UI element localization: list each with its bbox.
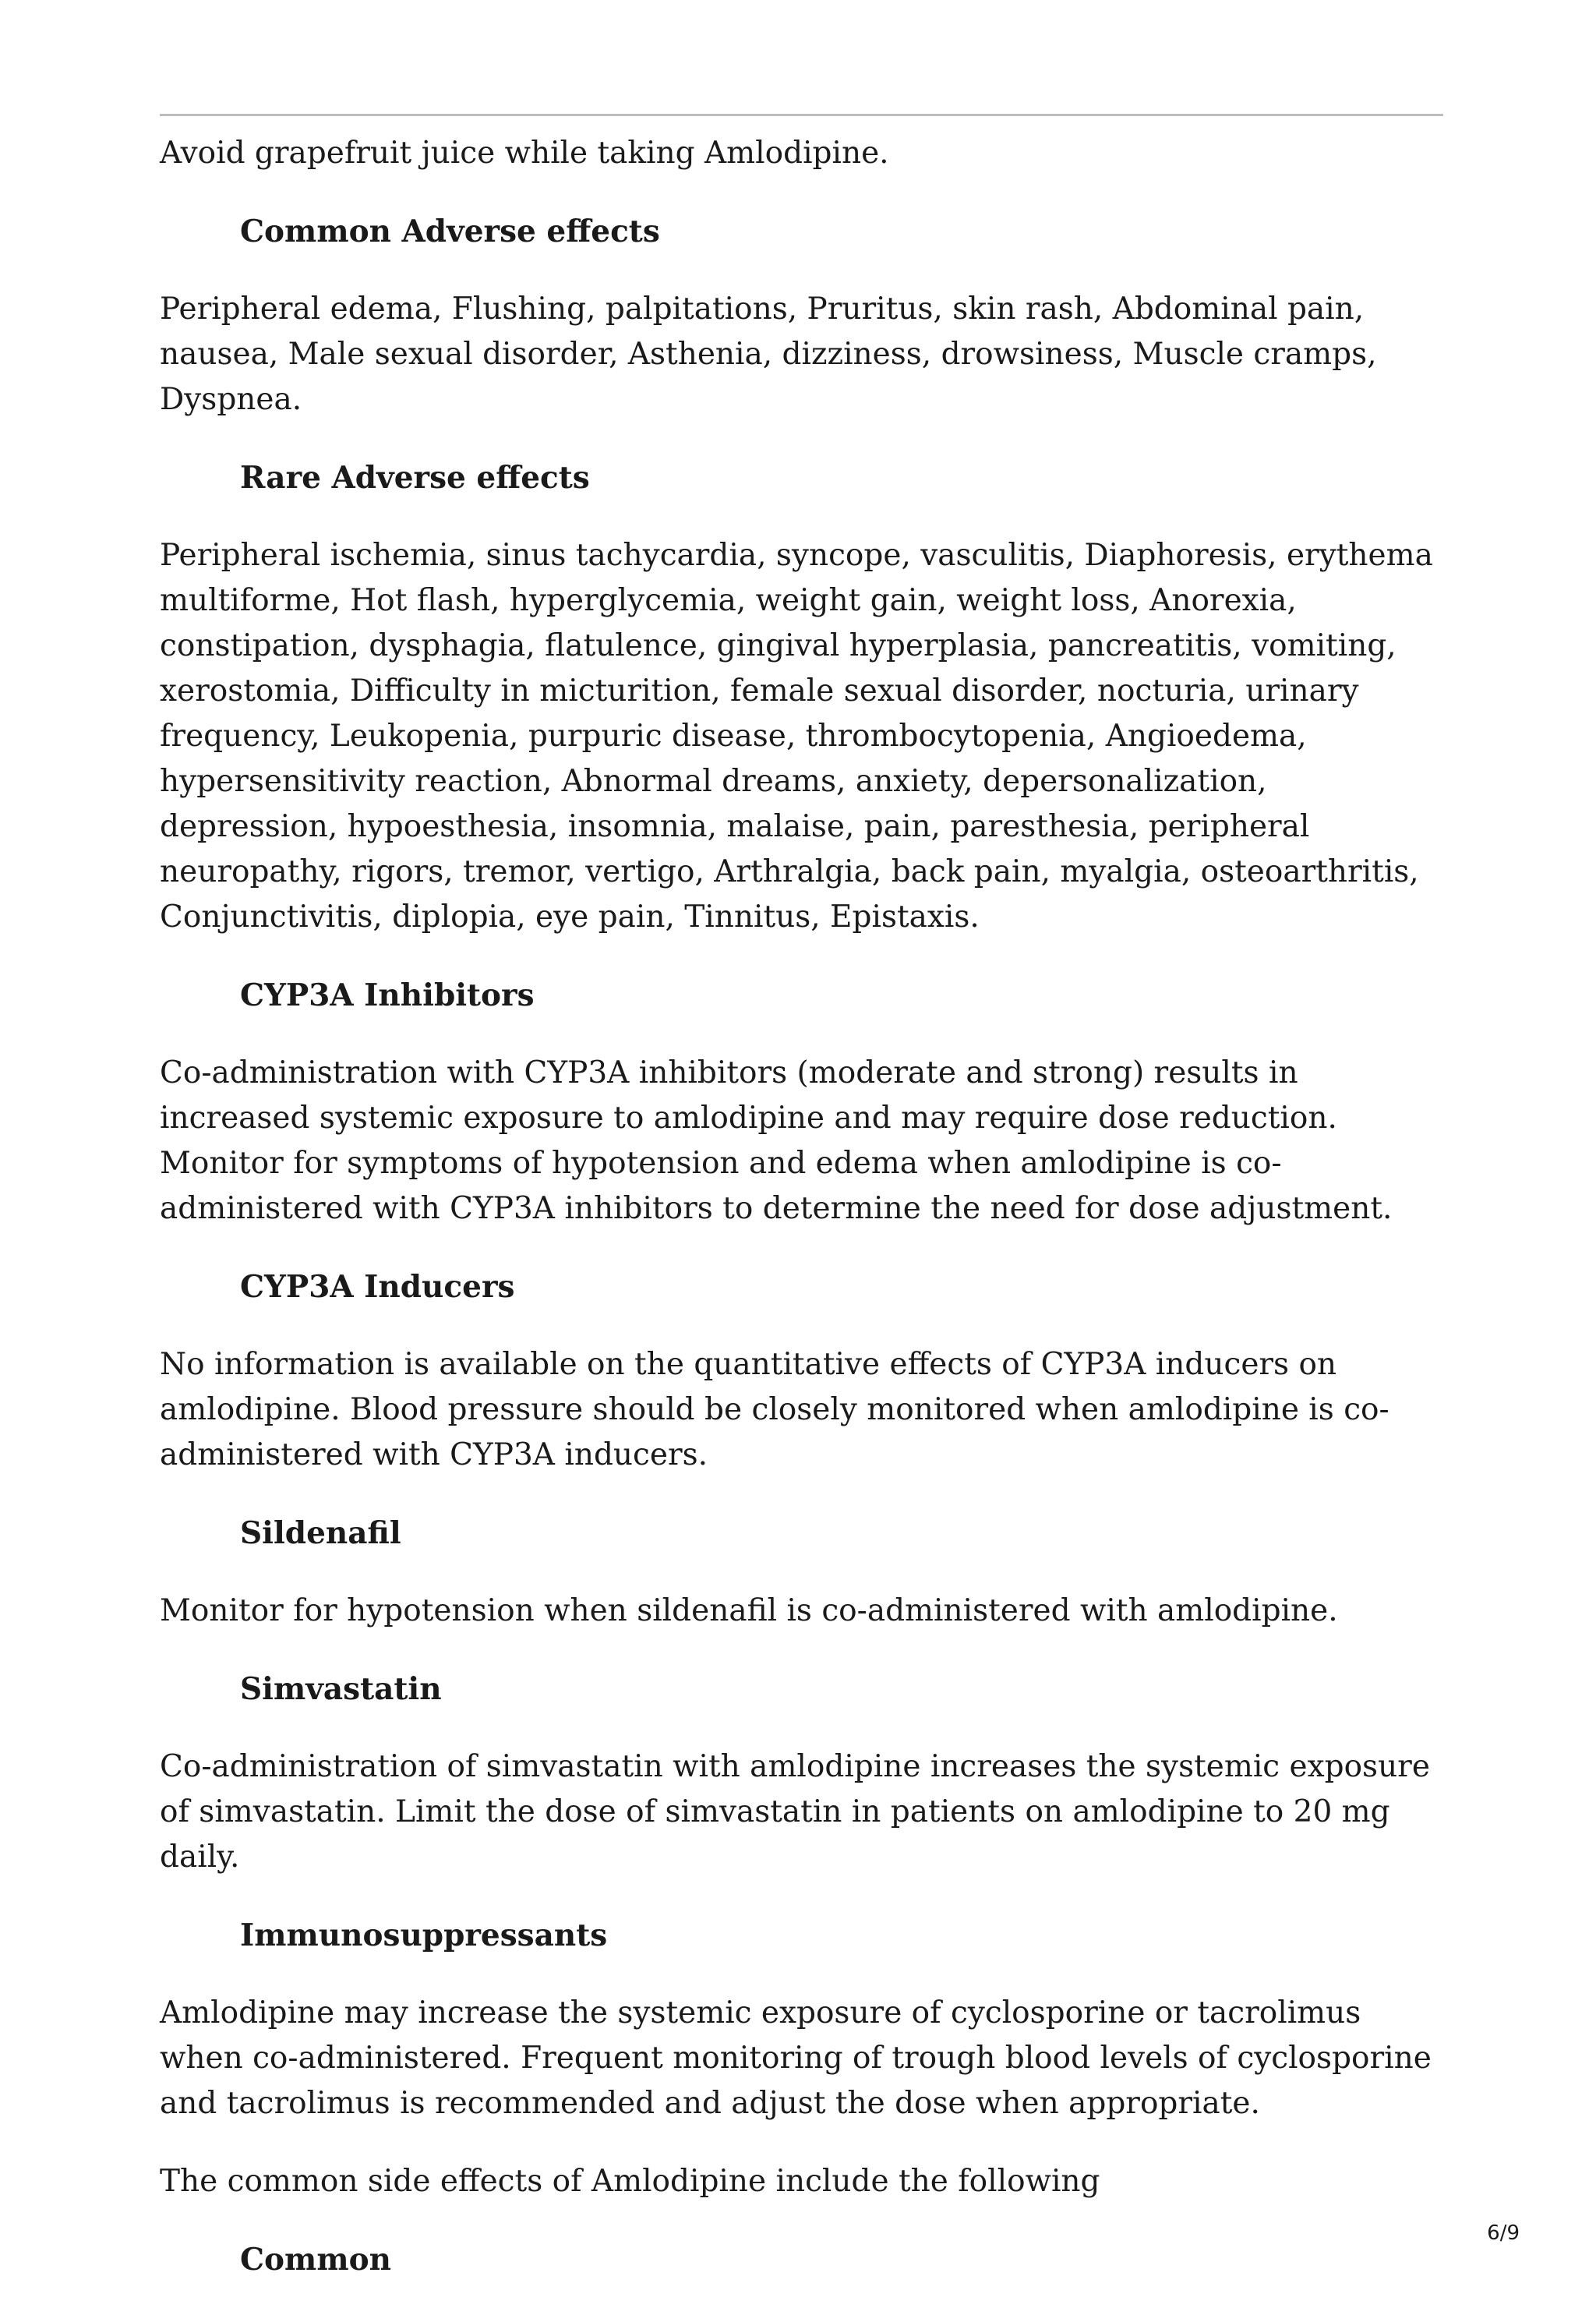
common-adverse-effects-text: Peripheral edema, Flushing, palpitations, Pruritus, skin rash, Abdominal pain, nausea, Male sexual disorder, Asthenia, dizziness, drowsiness, Muscle cramps, Dyspnea. [160, 292, 1377, 417]
top-divider [160, 114, 1443, 116]
section-heading-common-adverse-effects: Common Adverse effects [240, 214, 660, 249]
section-heading-cyp3a-inducers: CYP3A Inducers [240, 1269, 515, 1305]
section-heading-immunosuppressants: Immunosuppressants [240, 1917, 608, 1953]
sildenafil-text: Monitor for hypotension when sildenafil is co-administered with amlodipine. [160, 1593, 1338, 1628]
rare-adverse-effects-text: Peripheral ischemia, sinus tachycardia, syncope, vasculitis, Diaphoresis, erythema multiforme, Hot flash, hyperglycemia, weight gain, weight loss, Anorexia, constipation, dysphagia, flatulence, gingival hyperplasia, pancreatitis, vomiting, xerostomia, Difficulty in micturition, female sexual disorder, nocturia, urinary frequency, Leukopenia, purpuric disease, thrombocytopenia, Angioedema, hypersensitivity reaction, Abnormal dreams, anxiety, depersonalization, depression, hypoesthesia, insomnia, malaise, pain, paresthesia, peripheral neuropathy, rigors, tremor, vertigo, Arthralgia, back pain, myalgia, osteoarthritis, Conjunctivitis, diplopia, eye pain, Tinnitus, Epistaxis. [160, 538, 1433, 935]
section-heading-common: Common [240, 2242, 391, 2278]
cyp3a-inducers-text: No information is available on the quantitative effects of CYP3A inducers on amlodipine. Blood pressure should be closely monitored when amlodipine is co-administered with CYP3A inducers. [160, 1347, 1389, 1472]
immunosuppressants-text: Amlodipine may increase the systemic exposure of cyclosporine or tacrolimus when co-administered. Frequent monitoring of trough blood levels of cyclosporine and tacrolimus is recommended and adjust the dose when appropriate. [160, 1995, 1432, 2121]
section-heading-sildenafil: Sildenafil [240, 1515, 401, 1551]
grapefruit-warning: Avoid grapefruit juice while taking Amlodipine. [160, 136, 889, 171]
section-heading-simvastatin: Simvastatin [240, 1671, 442, 1707]
side-effects-intro: The common side effects of Amlodipine include the following [160, 2164, 1100, 2199]
section-heading-rare-adverse-effects: Rare Adverse effects [240, 460, 590, 496]
document-body [160, 131, 1453, 2315]
simvastatin-text: Co-administration of simvastatin with amlodipine increases the systemic exposure of simvastatin. Limit the dose of simvastatin in patients on amlodipine to 20 mg daily. [160, 1749, 1430, 1875]
cyp3a-inhibitors-text: Co-administration with CYP3A inhibitors (moderate and strong) results in increased systemic exposure to amlodipine and may require dose reduction. Monitor for symptoms of hypotension and edema when amlodipine is co-administered with CYP3A inhibitors to determine the need for dose adjustment. [160, 1055, 1393, 1226]
page-number: 6/9 [1487, 2221, 1520, 2245]
section-heading-cyp3a-inhibitors: CYP3A Inhibitors [240, 977, 535, 1013]
